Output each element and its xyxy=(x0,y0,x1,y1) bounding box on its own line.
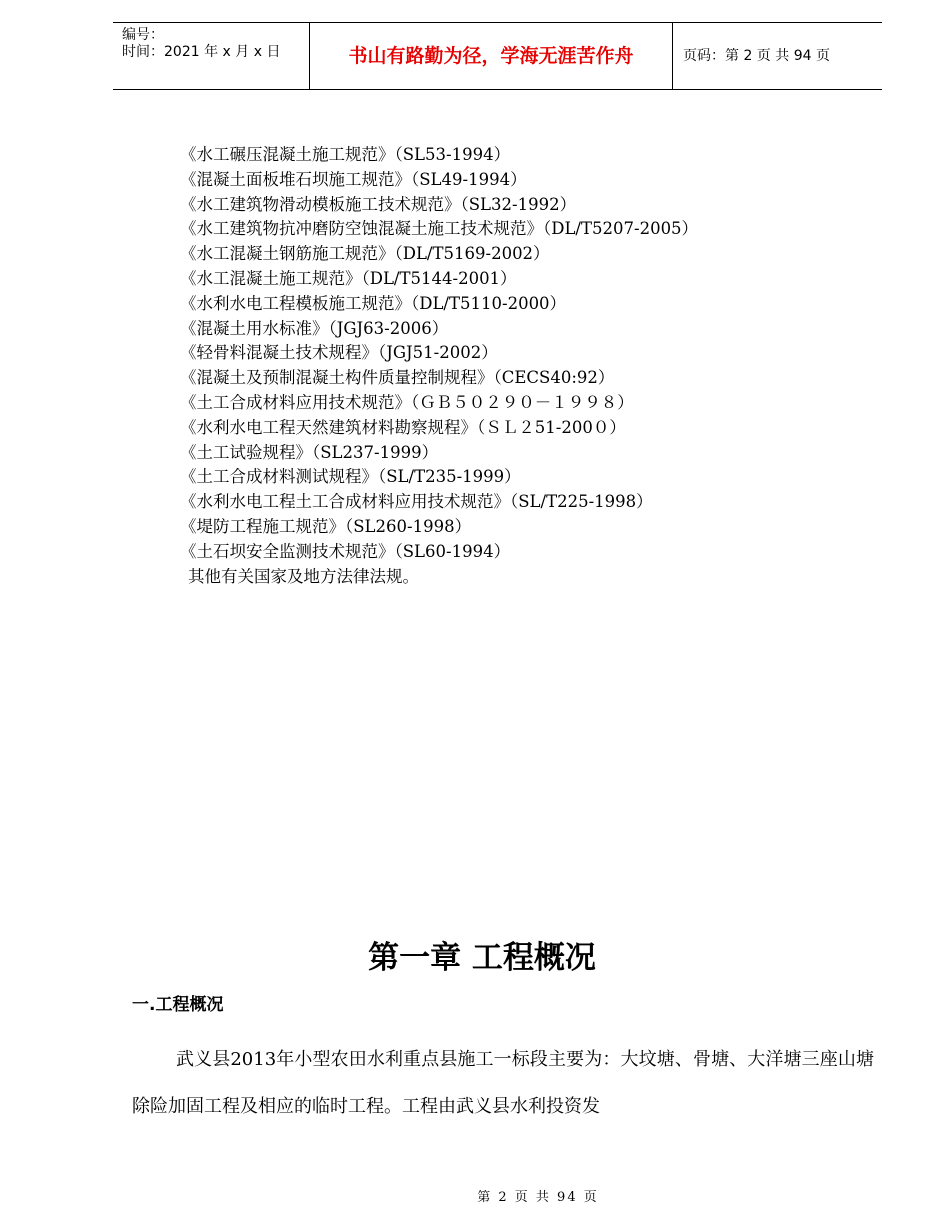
reference-item: 《土工合成材料应用技术规范》（ＧＢ５０２９０－１９９８） xyxy=(180,392,634,412)
reference-item: 《水工混凝土施工规范》（DL/T5144-2001） xyxy=(180,268,517,288)
reference-item: 《水利水电工程天然建筑材料勘察规程》（ＳＬ２51-200０） xyxy=(180,417,626,437)
reference-item: 《混凝土用水标准》（JGJ63-2006） xyxy=(180,318,449,338)
serial-label: 编号： xyxy=(122,27,164,43)
reference-item: 《水工碾压混凝土施工规范》（SL53-1994） xyxy=(180,145,511,164)
time-label: 时间：2021 年 x 月 x 日 xyxy=(122,44,281,60)
other-laws-line: 其他有关国家及地方法律法规。 xyxy=(188,567,419,586)
reference-item: 《水工混凝土钢筋施工规范》（DL/T5169-2002） xyxy=(180,244,550,264)
page-header xyxy=(113,22,882,90)
reference-item: 《混凝土及预制混凝土构件质量控制规程》（CECS40:92） xyxy=(180,368,615,388)
header-page-info: 页码：第 2 页 共 94 页 xyxy=(683,48,830,64)
body-paragraph: 武义县2013年小型农田水利重点县施工一标段主要为：大坟塘、骨塘、大洋塘三座山塘除险加固工程及相应的临时工程。工程由武义县水利投资发 xyxy=(132,1049,874,1117)
page-footer xyxy=(0,1189,950,1207)
reference-item: 《水工建筑物滑动模板施工技术规范》（SL32-1992） xyxy=(180,194,577,214)
reference-item: 《土工试验规程》（SL237-1999） xyxy=(180,442,439,462)
reference-item: 《土工合成材料测试规程》（SL/T235-1999） xyxy=(180,467,521,487)
reference-item: 《混凝土面板堆石坝施工规范》（SL49-1994） xyxy=(180,169,527,189)
reference-item: 《土石坝安全监测技术规范》（SL60-1994） xyxy=(180,541,511,561)
section-title: 一.工程概况 xyxy=(132,995,224,1015)
reference-item: 《水利水电工程土工合成材料应用技术规范》（SL/T225-1998） xyxy=(180,492,653,512)
reference-item: 《堤防工程施工规范》（SL260-1998） xyxy=(180,516,472,536)
reference-item: 《轻骨料混凝土技术规程》（JGJ51-2002） xyxy=(180,343,498,363)
reference-item: 《水利水电工程模板施工规范》（DL/T5110-2000） xyxy=(180,293,567,313)
reference-list xyxy=(180,143,860,565)
header-meta xyxy=(113,23,310,89)
chapter-title: 第一章 工程概况 xyxy=(368,940,596,976)
reference-item: 《水工建筑物抗冲磨防空蚀混凝土施工技术规范》（DL/T5207-2005） xyxy=(180,219,699,239)
footer-page-number: 第 2 页 共 94 页 xyxy=(477,1190,599,1205)
header-motto: 书山有路勤为径，学海无涯苦作舟 xyxy=(310,23,673,89)
